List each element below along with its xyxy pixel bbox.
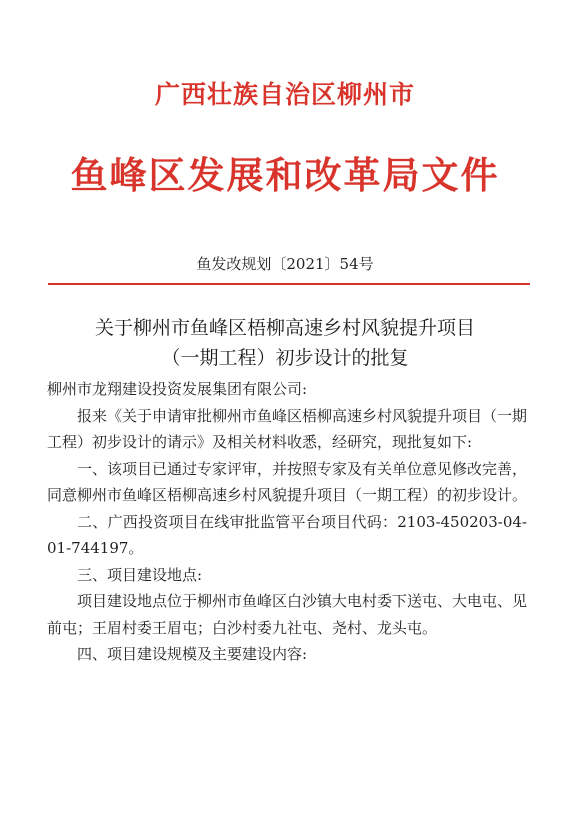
document-title xyxy=(30,313,540,373)
issuing-authority-title: 鱼峰区发展和改革局文件 xyxy=(70,153,500,197)
body-paragraph: 二、广西投资项目在线审批监管平台项目代码：2103-450203-04-01-744197。 xyxy=(47,512,527,557)
document-body xyxy=(47,376,527,668)
body-paragraph: 三、项目建设地点: xyxy=(77,565,203,584)
body-paragraph: 四、项目建设规模及主要建设内容: xyxy=(77,645,308,663)
body-paragraph: 一、该项目已通过专家评审，并按照专家及有关单位意见修改完善，同意柳州市鱼峰区梧柳高速乡村风貌提升项目（一期工程）的初步设计。 xyxy=(47,459,528,504)
body-paragraph: 项目建设地点位于柳州市鱼峰区白沙镇大电村委下送屯、大电屯、见前屯；王眉村委王眉屯；白沙村委九社屯、尧村、龙头屯。 xyxy=(47,592,528,637)
document-number: 鱼发改规划〔2021〕54号 xyxy=(196,255,374,273)
body-paragraph: 报来《关于申请审批柳州市鱼峰区梧柳高速乡村风貌提升项目（一期工程）初步设计的请示》及相关材料收悉，经研究，现批复如下: xyxy=(47,406,528,451)
issuing-region: 广西壮族自治区柳州市 xyxy=(154,80,415,109)
red-divider-line xyxy=(48,283,530,285)
document-title-line-1: 关于柳州市鱼峰区梧柳高速乡村风貌提升项目 xyxy=(94,317,475,339)
document-title-line-2: （一期工程）初步设计的批复 xyxy=(161,347,409,369)
salutation: 柳州市龙翔建设投资发展集团有限公司: xyxy=(47,380,308,398)
